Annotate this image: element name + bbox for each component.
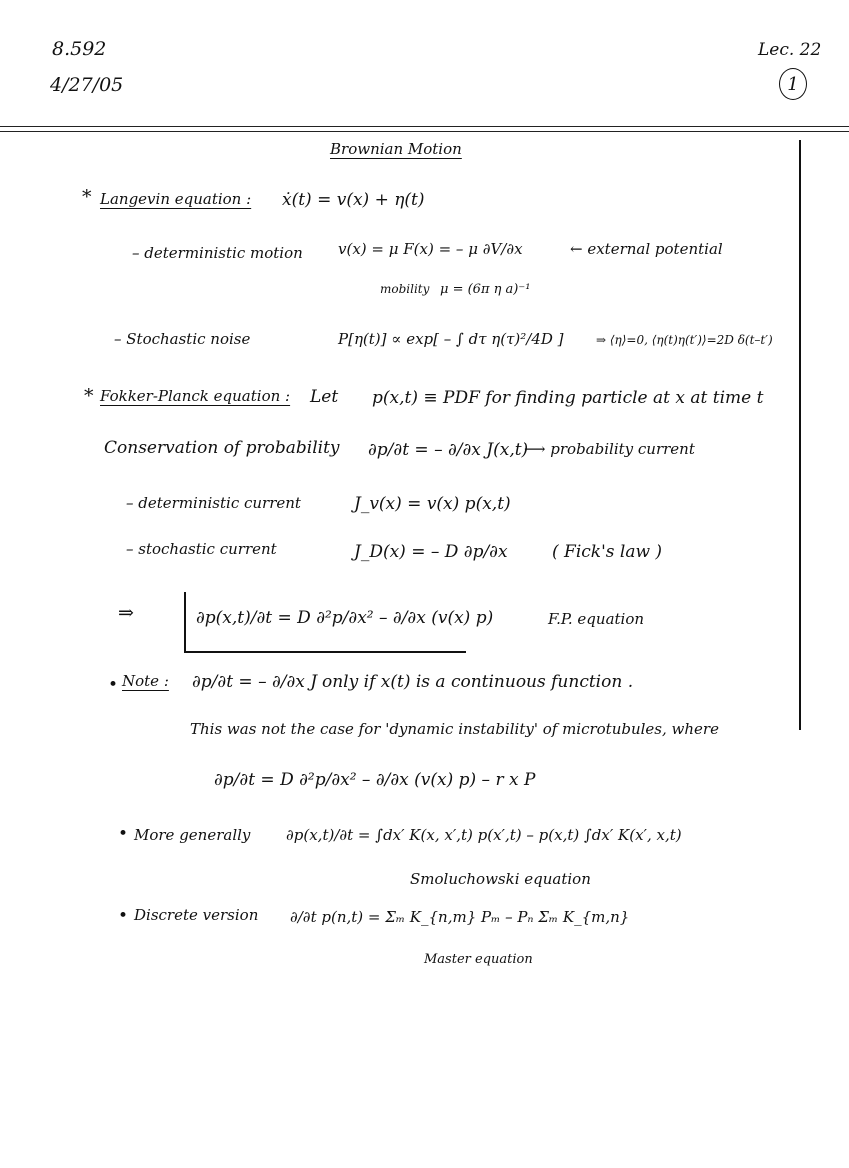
ficks-law-label: ( Fick's law ) (552, 542, 663, 562)
deterministic-current-equation: J_v(x) = v(x) p(x,t) (354, 494, 511, 514)
smoluchowski-equation: ∂p(x,t)/∂t = ∫dx′ K(x, x′,t) p(x′,t) – p(x,t) ∫dx′ K(x′, x,t) (286, 826, 682, 844)
master-equation: ∂/∂t p(n,t) = Σₘ K_{n,m} Pₘ – Pₙ Σₘ K_{m,n} (290, 908, 630, 926)
stochastic-current-equation: J_D(x) = – D ∂p/∂x (354, 542, 508, 562)
external-potential-note: ← external potential (570, 240, 723, 258)
more-generally-label: More generally (134, 826, 251, 844)
stochastic-current-label: – stochastic current (126, 540, 277, 558)
langevin-equation: ẋ(t) = v(x) + η(t) (282, 190, 425, 210)
fokker-planck-equation: ∂p(x,t)/∂t = D ∂²p/∂x² – ∂/∂x (v(x) p) (196, 608, 494, 628)
note-label: Note : (122, 672, 169, 690)
page-title: Brownian Motion (330, 140, 462, 158)
mobility-equation: μ = (6π η a)⁻¹ (440, 282, 531, 297)
lecture-label: Lec. 22 (758, 40, 822, 60)
conservation-equation: ∂p/∂t = – ∂/∂x J(x,t) (368, 440, 529, 460)
fp-equation-label: F.P. equation (548, 610, 645, 628)
header-rule-bottom (0, 131, 849, 132)
mobility-label: mobility (380, 282, 430, 296)
box-bottom-edge (184, 651, 466, 653)
note-text: only if x(t) is a continuous function . (322, 672, 634, 692)
margin-line (799, 140, 801, 730)
implies-arrow: ⇒ (118, 602, 134, 624)
let-word: Let (310, 387, 339, 407)
deterministic-motion-equation: v(x) = μ F(x) = – μ ∂V/∂x (338, 240, 523, 258)
bullet-star-2: * (84, 385, 94, 407)
deterministic-motion-label: – deterministic motion (132, 244, 303, 262)
pdf-definition: p(x,t) ≡ PDF for finding particle at x at time t (372, 388, 764, 408)
master-equation-label: Master equation (424, 952, 533, 967)
bullet-dot-discrete: • (118, 906, 129, 926)
conservation-label: Conservation of probability (104, 438, 340, 458)
microtubule-equation: ∂p/∂t = D ∂²p/∂x² – ∂/∂x (v(x) p) – r x P (214, 770, 536, 790)
box-left-edge (184, 592, 186, 652)
langevin-label: Langevin equation : (100, 190, 252, 208)
smoluchowski-label: Smoluchowski equation (410, 870, 591, 888)
lecture-date: 4/27/05 (50, 74, 124, 96)
bullet-star: * (82, 186, 92, 208)
course-number: 8.592 (52, 38, 107, 60)
header-rule-top (0, 126, 849, 127)
bullet-dot-general: • (118, 824, 129, 844)
probability-current-note: ⟶ probability current (524, 440, 695, 458)
note-text-2: This was not the case for 'dynamic instability' of microtubules, where (190, 720, 719, 738)
note-equation: ∂p/∂t = – ∂/∂x J (192, 672, 318, 692)
stochastic-noise-label: – Stochastic noise (114, 330, 251, 348)
fokker-planck-label: Fokker-Planck equation : (100, 387, 291, 405)
discrete-version-label: Discrete version (134, 906, 259, 924)
stochastic-noise-equation: P[η(t)] ∝ exp[ – ∫ dτ η(τ)²/4D ] (338, 330, 564, 348)
noise-correlation-note: ⇒ ⟨η⟩=0, ⟨η(t)η(t′)⟩=2D δ(t–t′) (596, 333, 773, 347)
bullet-dot-note: • (108, 675, 119, 695)
page-number: 1 (779, 68, 807, 100)
deterministic-current-label: – deterministic current (126, 494, 301, 512)
